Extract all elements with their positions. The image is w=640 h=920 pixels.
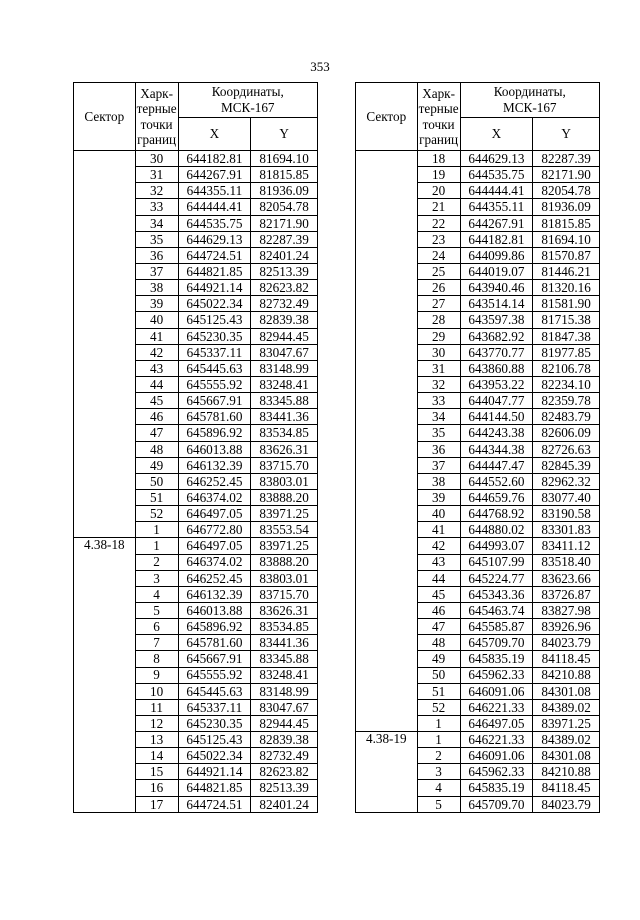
y-coordinate-cell: 84210.88 [533, 764, 600, 780]
y-coordinate-cell: 84389.02 [533, 732, 600, 748]
x-coordinate-cell: 645835.19 [460, 651, 533, 667]
x-coordinate-cell: 644444.41 [178, 199, 251, 215]
point-number-cell: 28 [417, 312, 460, 328]
point-number-cell: 43 [417, 554, 460, 570]
y-coordinate-cell: 83077.40 [533, 489, 600, 505]
sector-cell: 4.38-19 [356, 732, 418, 813]
header-sector: Сектор [74, 83, 136, 151]
point-number-cell: 18 [417, 151, 460, 167]
x-coordinate-cell: 644182.81 [460, 231, 533, 247]
y-coordinate-cell: 82171.90 [533, 167, 600, 183]
point-number-cell: 8 [135, 651, 178, 667]
y-coordinate-cell: 83345.88 [251, 651, 318, 667]
header-points-line-2: терные [136, 101, 177, 117]
x-coordinate-cell: 646221.33 [460, 699, 533, 715]
coordinates-table-right [355, 82, 600, 813]
point-number-cell: 7 [135, 635, 178, 651]
x-coordinate-cell: 645555.92 [178, 376, 251, 392]
x-coordinate-cell: 643940.46 [460, 280, 533, 296]
point-number-cell: 3 [135, 570, 178, 586]
point-number-cell: 44 [135, 376, 178, 392]
point-number-cell: 42 [417, 538, 460, 554]
x-coordinate-cell: 646252.45 [178, 570, 251, 586]
x-coordinate-cell: 645835.19 [460, 780, 533, 796]
y-coordinate-cell: 84023.79 [533, 635, 600, 651]
point-number-cell: 51 [135, 489, 178, 505]
x-coordinate-cell: 645445.63 [178, 360, 251, 376]
point-number-cell: 45 [135, 393, 178, 409]
x-coordinate-cell: 644144.50 [460, 409, 533, 425]
y-coordinate-cell: 83971.25 [251, 538, 318, 554]
y-coordinate-cell: 84301.08 [533, 683, 600, 699]
point-number-cell: 5 [135, 602, 178, 618]
x-coordinate-cell: 645896.92 [178, 425, 251, 441]
x-coordinate-cell: 645709.70 [460, 796, 533, 812]
point-number-cell: 12 [135, 715, 178, 731]
point-number-cell: 47 [417, 619, 460, 635]
point-number-cell: 37 [135, 263, 178, 279]
y-coordinate-cell: 83926.96 [533, 619, 600, 635]
header-x: X [178, 118, 251, 151]
x-coordinate-cell: 645343.36 [460, 586, 533, 602]
sector-cell [356, 151, 418, 732]
point-number-cell: 2 [417, 748, 460, 764]
point-number-cell: 41 [135, 328, 178, 344]
table-row [74, 151, 318, 167]
point-number-cell: 44 [417, 570, 460, 586]
y-coordinate-cell: 84118.45 [533, 780, 600, 796]
page-number: 353 [310, 59, 330, 74]
y-coordinate-cell: 82287.39 [533, 151, 600, 167]
x-coordinate-cell: 644552.60 [460, 473, 533, 489]
x-coordinate-cell: 645224.77 [460, 570, 533, 586]
x-coordinate-cell: 646132.39 [178, 457, 251, 473]
x-coordinate-cell: 644447.47 [460, 457, 533, 473]
point-number-cell: 49 [135, 457, 178, 473]
point-number-cell: 21 [417, 199, 460, 215]
y-coordinate-cell: 82726.63 [533, 441, 600, 457]
y-coordinate-cell: 81694.10 [533, 231, 600, 247]
y-coordinate-cell: 83534.85 [251, 425, 318, 441]
y-coordinate-cell: 82839.38 [251, 732, 318, 748]
y-coordinate-cell: 82944.45 [251, 715, 318, 731]
point-number-cell: 11 [135, 699, 178, 715]
point-number-cell: 9 [135, 667, 178, 683]
x-coordinate-cell: 643682.92 [460, 328, 533, 344]
point-number-cell: 31 [135, 167, 178, 183]
x-coordinate-cell: 646497.05 [460, 715, 533, 731]
y-coordinate-cell: 83626.31 [251, 441, 318, 457]
x-coordinate-cell: 644444.41 [460, 183, 533, 199]
y-coordinate-cell: 84389.02 [533, 699, 600, 715]
x-coordinate-cell: 644267.91 [178, 167, 251, 183]
header-points-line-1: Харк- [140, 86, 173, 102]
y-coordinate-cell: 84023.79 [533, 796, 600, 812]
x-coordinate-cell: 643770.77 [460, 344, 533, 360]
x-coordinate-cell: 645107.99 [460, 554, 533, 570]
y-coordinate-cell: 83148.99 [251, 683, 318, 699]
x-coordinate-cell: 645709.70 [460, 635, 533, 651]
point-number-cell: 49 [417, 651, 460, 667]
x-coordinate-cell: 646132.39 [178, 586, 251, 602]
x-coordinate-cell: 645667.91 [178, 393, 251, 409]
point-number-cell: 2 [135, 554, 178, 570]
point-number-cell: 50 [135, 473, 178, 489]
x-coordinate-cell: 646772.80 [178, 522, 251, 538]
y-coordinate-cell: 82513.39 [251, 780, 318, 796]
table-body-left [74, 151, 318, 813]
y-coordinate-cell: 83715.70 [251, 457, 318, 473]
y-coordinate-cell: 83248.41 [251, 667, 318, 683]
x-coordinate-cell: 646252.45 [178, 473, 251, 489]
point-number-cell: 40 [135, 312, 178, 328]
y-coordinate-cell: 81320.16 [533, 280, 600, 296]
x-coordinate-cell: 643597.38 [460, 312, 533, 328]
x-coordinate-cell: 645022.34 [178, 748, 251, 764]
point-number-cell: 32 [417, 376, 460, 392]
point-number-cell: 35 [135, 231, 178, 247]
y-coordinate-cell: 83623.66 [533, 570, 600, 586]
x-coordinate-cell: 643514.14 [460, 296, 533, 312]
x-coordinate-cell: 644047.77 [460, 393, 533, 409]
y-coordinate-cell: 83971.25 [251, 506, 318, 522]
x-coordinate-cell: 646374.02 [178, 489, 251, 505]
x-coordinate-cell: 645585.87 [460, 619, 533, 635]
y-coordinate-cell: 82054.78 [533, 183, 600, 199]
x-coordinate-cell: 646221.33 [460, 732, 533, 748]
x-coordinate-cell: 645445.63 [178, 683, 251, 699]
header-points-line-2: терные [418, 101, 459, 117]
point-number-cell: 42 [135, 344, 178, 360]
y-coordinate-cell: 82845.39 [533, 457, 600, 473]
y-coordinate-cell: 83726.87 [533, 586, 600, 602]
y-coordinate-cell: 83553.54 [251, 522, 318, 538]
point-number-cell: 46 [417, 602, 460, 618]
x-coordinate-cell: 644659.76 [460, 489, 533, 505]
x-coordinate-cell: 643953.22 [460, 376, 533, 392]
point-number-cell: 46 [135, 409, 178, 425]
y-coordinate-cell: 81694.10 [251, 151, 318, 167]
point-number-cell: 14 [135, 748, 178, 764]
point-number-cell: 26 [417, 280, 460, 296]
table-row [74, 538, 318, 554]
y-coordinate-cell: 82171.90 [251, 215, 318, 231]
x-coordinate-cell: 644724.51 [178, 796, 251, 812]
header-sector: Сектор [356, 83, 418, 151]
header-points-line-4: границ [419, 131, 459, 147]
x-coordinate-cell: 645125.43 [178, 312, 251, 328]
point-number-cell: 1 [417, 715, 460, 731]
x-coordinate-cell: 645667.91 [178, 651, 251, 667]
y-coordinate-cell: 82962.32 [533, 473, 600, 489]
x-coordinate-cell: 644629.13 [460, 151, 533, 167]
y-coordinate-cell: 81581.90 [533, 296, 600, 312]
x-coordinate-cell: 645555.92 [178, 667, 251, 683]
x-coordinate-cell: 644355.11 [178, 183, 251, 199]
x-coordinate-cell: 646091.06 [460, 683, 533, 699]
x-coordinate-cell: 644921.14 [178, 764, 251, 780]
header-points-line-3: точки [140, 116, 173, 132]
table-row [356, 151, 600, 167]
x-coordinate-cell: 645962.33 [460, 764, 533, 780]
y-coordinate-cell: 84118.45 [533, 651, 600, 667]
header-coordinates [178, 83, 317, 118]
y-coordinate-cell: 83190.58 [533, 506, 600, 522]
point-number-cell: 38 [135, 280, 178, 296]
y-coordinate-cell: 81936.09 [533, 199, 600, 215]
y-coordinate-cell: 82623.82 [251, 764, 318, 780]
y-coordinate-cell: 82401.24 [251, 247, 318, 263]
point-number-cell: 47 [135, 425, 178, 441]
y-coordinate-cell: 83626.31 [251, 602, 318, 618]
x-coordinate-cell: 646013.88 [178, 441, 251, 457]
point-number-cell: 35 [417, 425, 460, 441]
header-coords-line-2: МСК-167 [221, 100, 275, 115]
x-coordinate-cell: 644355.11 [460, 199, 533, 215]
header-points-line-3: точки [422, 116, 455, 132]
x-coordinate-cell: 644921.14 [178, 280, 251, 296]
x-coordinate-cell: 646374.02 [178, 554, 251, 570]
y-coordinate-cell: 82623.82 [251, 280, 318, 296]
y-coordinate-cell: 81570.87 [533, 247, 600, 263]
point-number-cell: 30 [135, 151, 178, 167]
point-number-cell: 52 [417, 699, 460, 715]
y-coordinate-cell: 83803.01 [251, 473, 318, 489]
y-coordinate-cell: 83345.88 [251, 393, 318, 409]
y-coordinate-cell: 83827.98 [533, 602, 600, 618]
y-coordinate-cell: 83888.20 [251, 554, 318, 570]
header-coords-line-1: Координаты, [493, 84, 566, 100]
point-number-cell: 31 [417, 360, 460, 376]
y-coordinate-cell: 83148.99 [251, 360, 318, 376]
x-coordinate-cell: 646013.88 [178, 602, 251, 618]
point-number-cell: 22 [417, 215, 460, 231]
y-coordinate-cell: 83715.70 [251, 586, 318, 602]
y-coordinate-cell: 83441.36 [251, 409, 318, 425]
point-number-cell: 32 [135, 183, 178, 199]
y-coordinate-cell: 82483.79 [533, 409, 600, 425]
point-number-cell: 33 [135, 199, 178, 215]
x-coordinate-cell: 645896.92 [178, 619, 251, 635]
x-coordinate-cell: 645337.11 [178, 699, 251, 715]
y-coordinate-cell: 81847.38 [533, 328, 600, 344]
y-coordinate-cell: 81936.09 [251, 183, 318, 199]
y-coordinate-cell: 82732.49 [251, 296, 318, 312]
point-number-cell: 41 [417, 522, 460, 538]
header-y: Y [251, 118, 318, 151]
header-coordinates [460, 83, 599, 118]
point-number-cell: 24 [417, 247, 460, 263]
y-coordinate-cell: 82054.78 [251, 199, 318, 215]
x-coordinate-cell: 645962.33 [460, 667, 533, 683]
point-number-cell: 25 [417, 263, 460, 279]
y-coordinate-cell: 83971.25 [533, 715, 600, 731]
point-number-cell: 29 [417, 328, 460, 344]
header-points-line-1: Харк- [422, 86, 455, 102]
point-number-cell: 13 [135, 732, 178, 748]
x-coordinate-cell: 644880.02 [460, 522, 533, 538]
point-number-cell: 40 [417, 506, 460, 522]
point-number-cell: 23 [417, 231, 460, 247]
x-coordinate-cell: 644629.13 [178, 231, 251, 247]
point-number-cell: 10 [135, 683, 178, 699]
point-number-cell: 39 [417, 489, 460, 505]
x-coordinate-cell: 644344.38 [460, 441, 533, 457]
x-coordinate-cell: 644993.07 [460, 538, 533, 554]
y-coordinate-cell: 82606.09 [533, 425, 600, 441]
point-number-cell: 50 [417, 667, 460, 683]
y-coordinate-cell: 83518.40 [533, 554, 600, 570]
point-number-cell: 33 [417, 393, 460, 409]
y-coordinate-cell: 84210.88 [533, 667, 600, 683]
y-coordinate-cell: 81815.85 [533, 215, 600, 231]
x-coordinate-cell: 644019.07 [460, 263, 533, 279]
point-number-cell: 17 [135, 796, 178, 812]
point-number-cell: 34 [135, 215, 178, 231]
x-coordinate-cell: 646497.05 [178, 506, 251, 522]
y-coordinate-cell: 83411.12 [533, 538, 600, 554]
header-coords-line-2: МСК-167 [503, 100, 557, 115]
x-coordinate-cell: 645022.34 [178, 296, 251, 312]
y-coordinate-cell: 82287.39 [251, 231, 318, 247]
x-coordinate-cell: 644821.85 [178, 263, 251, 279]
point-number-cell: 43 [135, 360, 178, 376]
x-coordinate-cell: 645125.43 [178, 732, 251, 748]
header-points [135, 83, 178, 151]
point-number-cell: 3 [417, 764, 460, 780]
x-coordinate-cell: 644099.86 [460, 247, 533, 263]
point-number-cell: 30 [417, 344, 460, 360]
point-number-cell: 6 [135, 619, 178, 635]
x-coordinate-cell: 644182.81 [178, 151, 251, 167]
x-coordinate-cell: 645781.60 [178, 409, 251, 425]
y-coordinate-cell: 82359.78 [533, 393, 600, 409]
y-coordinate-cell: 81977.85 [533, 344, 600, 360]
x-coordinate-cell: 644768.92 [460, 506, 533, 522]
x-coordinate-cell: 645230.35 [178, 715, 251, 731]
point-number-cell: 1 [417, 732, 460, 748]
x-coordinate-cell: 645337.11 [178, 344, 251, 360]
y-coordinate-cell: 83803.01 [251, 570, 318, 586]
point-number-cell: 16 [135, 780, 178, 796]
x-coordinate-cell: 644535.75 [178, 215, 251, 231]
y-coordinate-cell: 82106.78 [533, 360, 600, 376]
x-coordinate-cell: 645463.74 [460, 602, 533, 618]
point-number-cell: 5 [417, 796, 460, 812]
point-number-cell: 52 [135, 506, 178, 522]
coordinates-table-left [73, 82, 318, 813]
y-coordinate-cell: 83248.41 [251, 376, 318, 392]
point-number-cell: 1 [135, 538, 178, 554]
point-number-cell: 37 [417, 457, 460, 473]
x-coordinate-cell: 646091.06 [460, 748, 533, 764]
point-number-cell: 27 [417, 296, 460, 312]
point-number-cell: 48 [417, 635, 460, 651]
y-coordinate-cell: 82401.24 [251, 796, 318, 812]
x-coordinate-cell: 644724.51 [178, 247, 251, 263]
header-x: X [460, 118, 533, 151]
point-number-cell: 19 [417, 167, 460, 183]
x-coordinate-cell: 643860.88 [460, 360, 533, 376]
point-number-cell: 1 [135, 522, 178, 538]
y-coordinate-cell: 84301.08 [533, 748, 600, 764]
point-number-cell: 36 [417, 441, 460, 457]
y-coordinate-cell: 82234.10 [533, 376, 600, 392]
x-coordinate-cell: 645781.60 [178, 635, 251, 651]
point-number-cell: 45 [417, 586, 460, 602]
y-coordinate-cell: 83888.20 [251, 489, 318, 505]
point-number-cell: 39 [135, 296, 178, 312]
y-coordinate-cell: 82944.45 [251, 328, 318, 344]
y-coordinate-cell: 82839.38 [251, 312, 318, 328]
y-coordinate-cell: 81446.21 [533, 263, 600, 279]
y-coordinate-cell: 82513.39 [251, 263, 318, 279]
y-coordinate-cell: 82732.49 [251, 748, 318, 764]
point-number-cell: 51 [417, 683, 460, 699]
y-coordinate-cell: 81815.85 [251, 167, 318, 183]
point-number-cell: 15 [135, 764, 178, 780]
point-number-cell: 38 [417, 473, 460, 489]
sector-cell: 4.38-18 [74, 538, 136, 812]
table-body-right [356, 151, 600, 813]
y-coordinate-cell: 83534.85 [251, 619, 318, 635]
point-number-cell: 34 [417, 409, 460, 425]
point-number-cell: 36 [135, 247, 178, 263]
x-coordinate-cell: 646497.05 [178, 538, 251, 554]
point-number-cell: 4 [135, 586, 178, 602]
y-coordinate-cell: 81715.38 [533, 312, 600, 328]
x-coordinate-cell: 644535.75 [460, 167, 533, 183]
x-coordinate-cell: 644267.91 [460, 215, 533, 231]
table-row [356, 732, 600, 748]
x-coordinate-cell: 644821.85 [178, 780, 251, 796]
y-coordinate-cell: 83047.67 [251, 344, 318, 360]
header-points-line-4: границ [137, 131, 177, 147]
y-coordinate-cell: 83441.36 [251, 635, 318, 651]
x-coordinate-cell: 645230.35 [178, 328, 251, 344]
header-y: Y [533, 118, 600, 151]
point-number-cell: 20 [417, 183, 460, 199]
y-coordinate-cell: 83301.83 [533, 522, 600, 538]
y-coordinate-cell: 83047.67 [251, 699, 318, 715]
x-coordinate-cell: 644243.38 [460, 425, 533, 441]
point-number-cell: 48 [135, 441, 178, 457]
point-number-cell: 4 [417, 780, 460, 796]
sector-cell [74, 151, 136, 538]
header-points [417, 83, 460, 151]
header-coords-line-1: Координаты, [211, 84, 284, 100]
